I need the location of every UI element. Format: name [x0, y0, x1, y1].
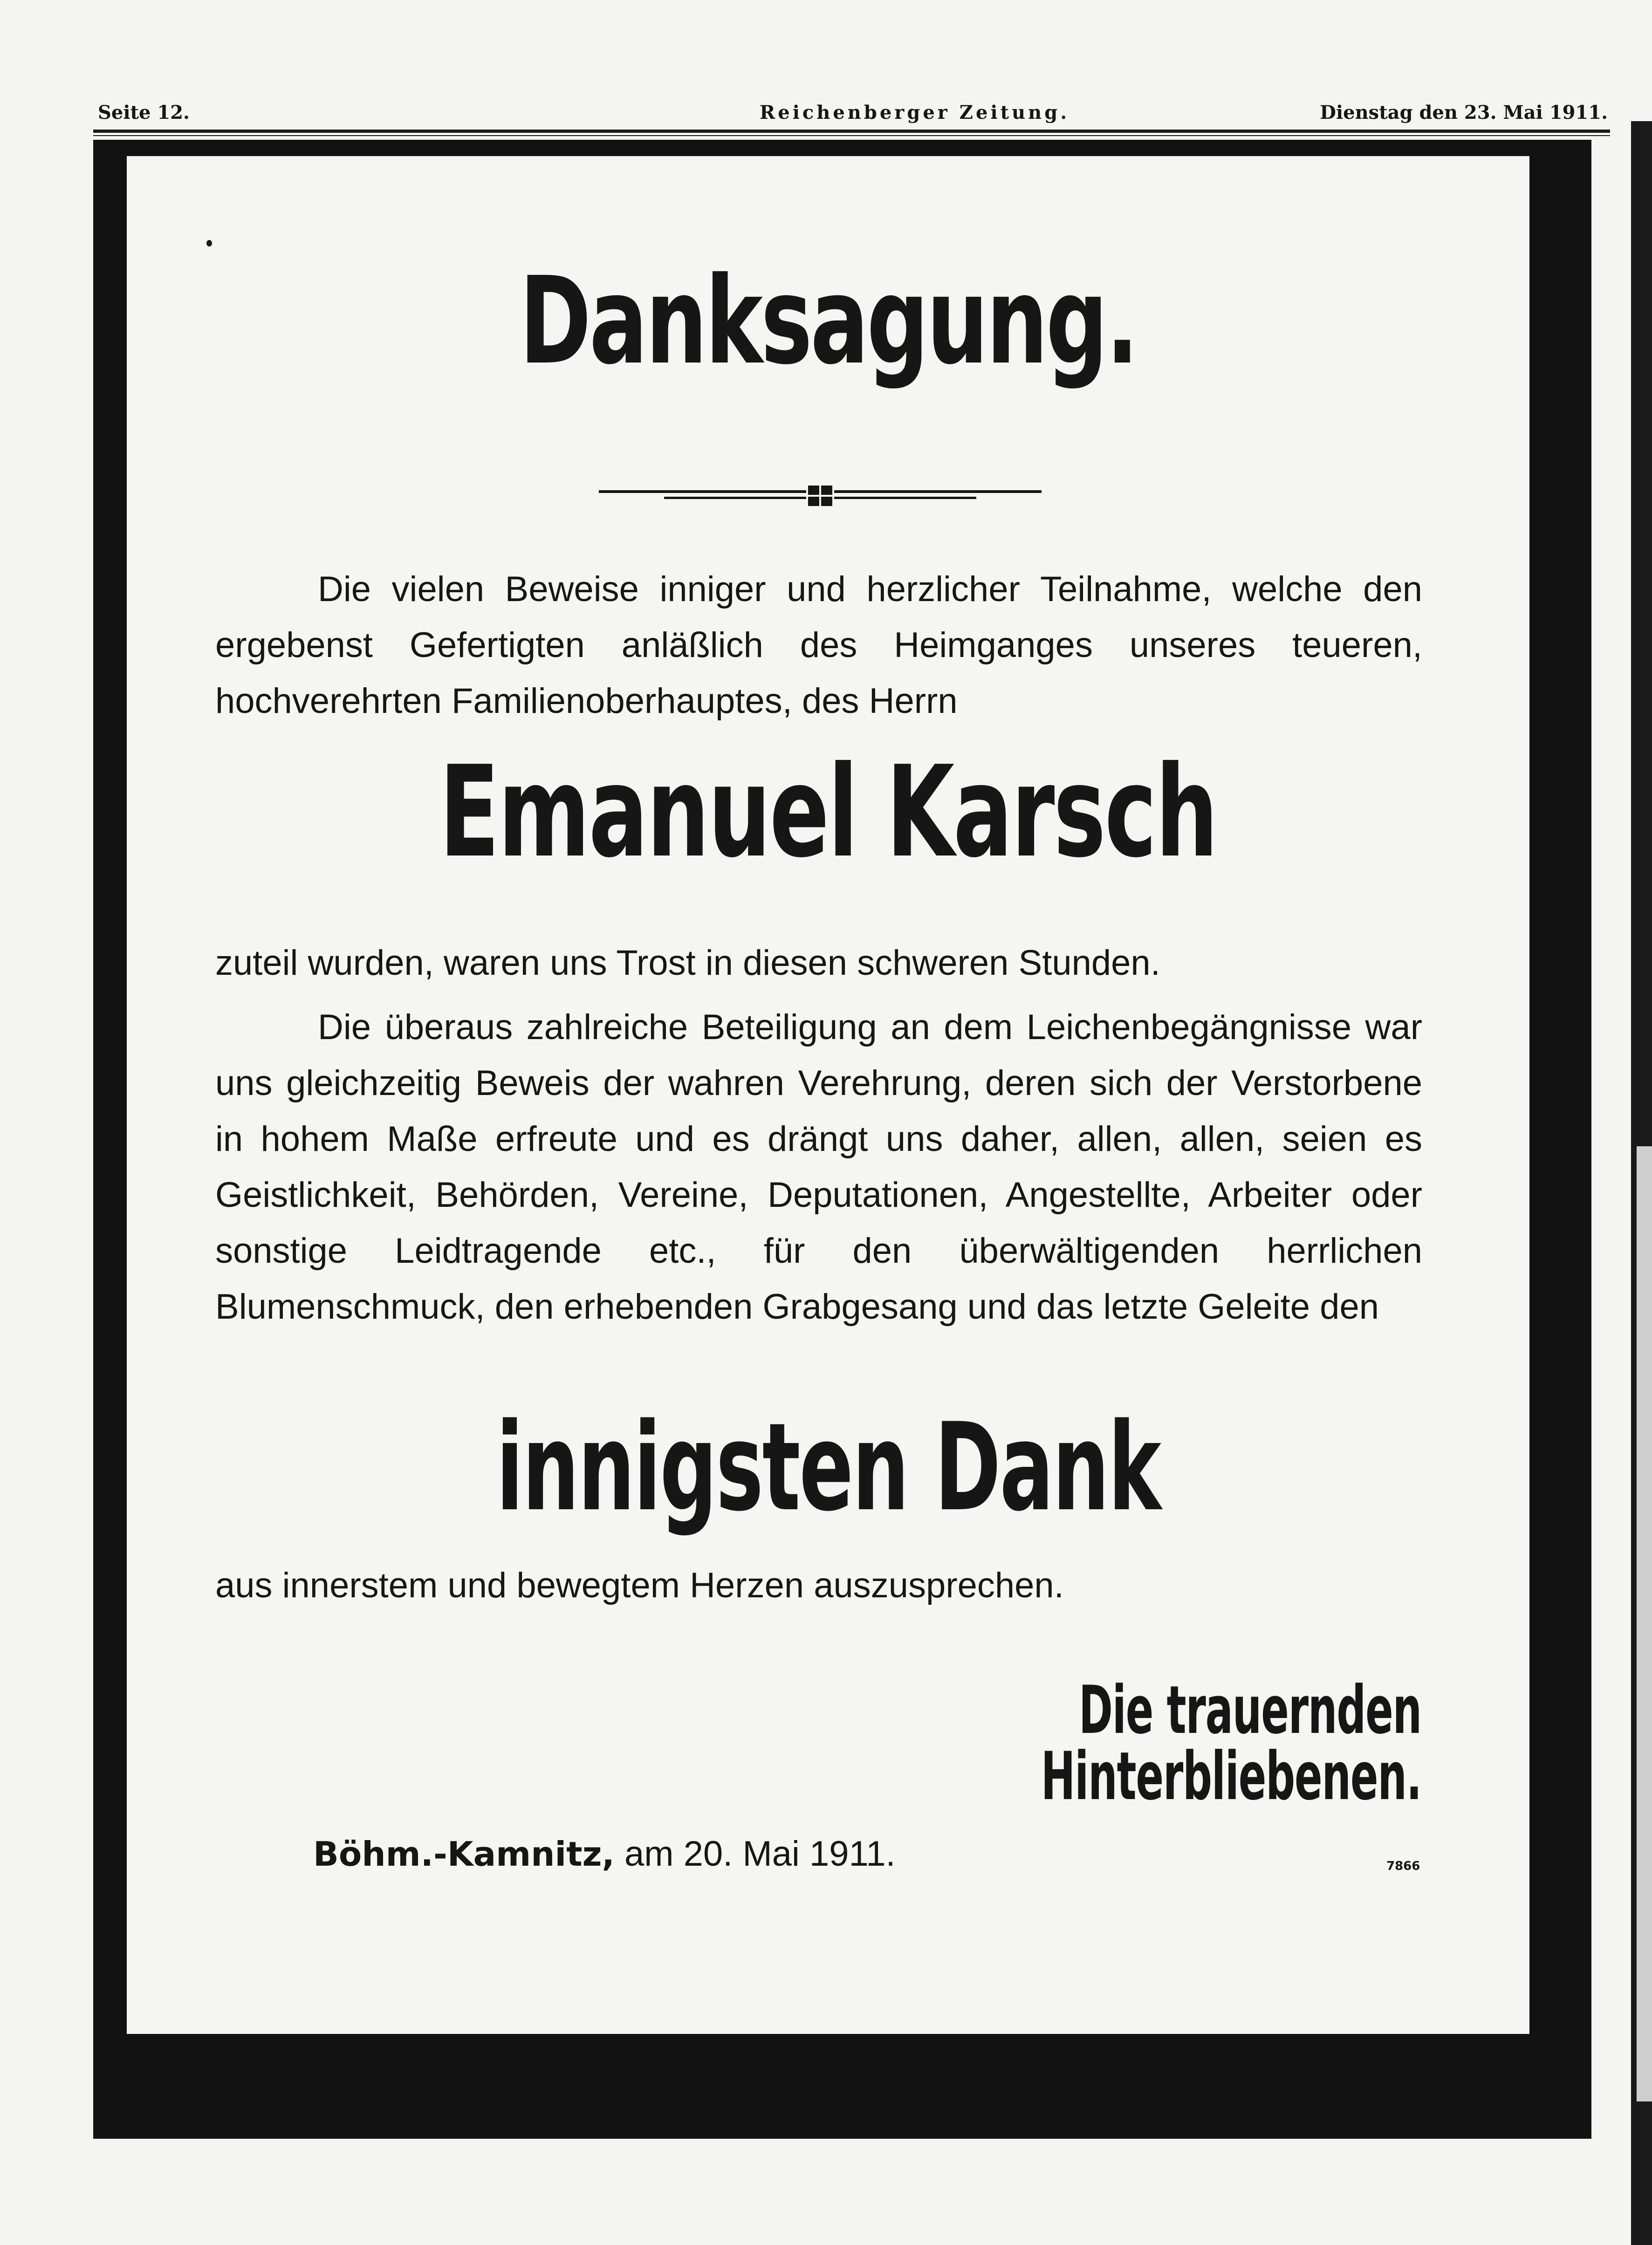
- signature-line: Die trauernden Hinterbliebenen.: [1041, 1672, 1421, 1815]
- ornament-square: [808, 497, 819, 506]
- paragraph-comfort: [215, 935, 1422, 991]
- adjacent-page-fragment: [1637, 1146, 1652, 2101]
- paragraph-funeral: [215, 999, 1422, 1335]
- paragraph-funeral-text: Die überaus zahlreiche Beteiligung an dem Leichenbegängnisse war uns gleichzeitig Beweis der wahren Verehrung, deren sich der Verstorbene in hohem Maße erfreute und es drängt uns daher, allen, allen, seien es Geistlichkeit, Behörden, Vereine, Deputationen, Angestellte, Arbeiter oder sonstige Leidtragende etc., für den überwältigenden herrlichen Blumenschmuck, den erhebenden Grabgesang und das letzte Geleite den: [215, 1007, 1422, 1327]
- place-date-line: [313, 1834, 896, 1874]
- paragraph-closing: [215, 1558, 1422, 1614]
- page-header: [93, 102, 1608, 130]
- issue-date: Dienstag den 23. Mai 1911.: [1320, 102, 1608, 123]
- thanks-heading: innigsten Dank: [496, 1397, 1160, 1538]
- header-rule: [93, 130, 1610, 133]
- paragraph-closing-text: aus innerstem und bewegtem Herzen auszusprechen.: [215, 1566, 1064, 1605]
- notice-date: am 20. Mai 1911.: [624, 1834, 896, 1874]
- ornament-square: [821, 497, 832, 506]
- deceased-name: Emanuel Karsch: [439, 739, 1217, 885]
- header-rule-thin: [93, 135, 1610, 136]
- paragraph-intro-text: Die vielen Beweise inniger und herzlicher Teilnahme, welche den ergebenst Gefertigten anläßlich des Heimganges unseres teueren, hochverehrten Familienoberhauptes, des Herrn: [215, 569, 1422, 721]
- notice-title: Danksagung.: [519, 251, 1137, 391]
- ornament-center: [806, 484, 834, 507]
- newspaper-name: Reichenberger Zeitung.: [760, 102, 1070, 123]
- paragraph-comfort-text: zuteil wurden, waren uns Trost in diesen schweren Stunden.: [215, 943, 1160, 983]
- paragraph-intro: [215, 561, 1422, 729]
- print-speck: [206, 240, 212, 246]
- ad-number: 7866: [1386, 1859, 1420, 1873]
- place-name: Böhm.-Kamnitz,: [313, 1834, 615, 1874]
- ornament-square: [821, 486, 832, 495]
- page-number: Seite 12.: [98, 102, 190, 123]
- ornament-square: [808, 486, 819, 495]
- ornament-divider: [599, 480, 1042, 508]
